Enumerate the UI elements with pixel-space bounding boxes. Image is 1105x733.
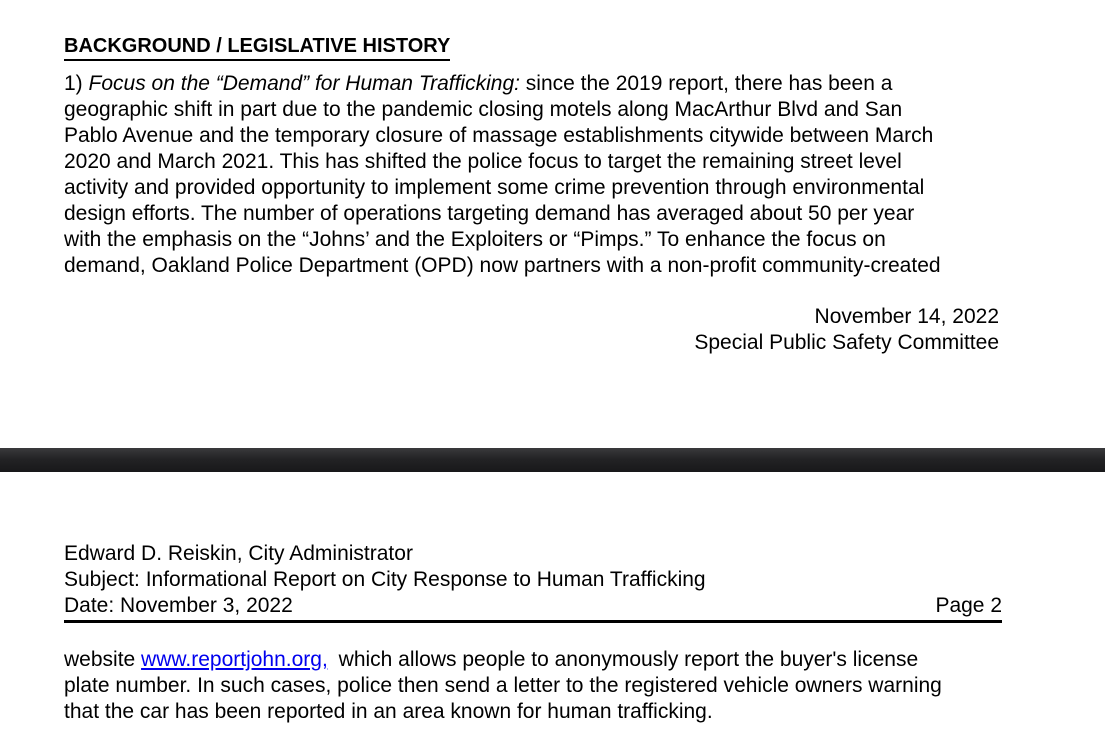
- text-line: demand, Oakland Police Department (OPD) now partners with a non-profit community-created: [64, 254, 941, 277]
- section-heading-text: BACKGROUND / LEGISLATIVE HISTORY: [64, 35, 450, 61]
- text-line: Pablo Avenue and the temporary closure of massage establishments citywide between March: [64, 124, 934, 147]
- text-line: with the emphasis on the “Johns’ and the Exploiters or “Pimps.” To enhance the focus on: [64, 228, 886, 251]
- text-line: design efforts. The number of operations targeting demand has averaged about 50 per year: [64, 202, 915, 225]
- reportjohn-link[interactable]: www.reportjohn.org,: [141, 648, 328, 671]
- text-line: geographic shift in part due to the pandemic closing motels along MacArthur Blvd and San: [64, 98, 903, 121]
- page-separator-bar: [0, 448, 1105, 472]
- header-rule: [64, 620, 1002, 623]
- text-segment: since the 2019 report, there has been a: [519, 72, 893, 95]
- memo-date-row: [64, 593, 1002, 619]
- text-line: activity and provided opportunity to implement some crime prevention through environmental: [64, 176, 925, 199]
- memo-header: [64, 541, 1002, 623]
- section-heading: [64, 34, 450, 58]
- text-line: [64, 71, 1009, 97]
- text-line: 2020 and March 2021. This has shifted the police focus to target the remaining street level: [64, 150, 902, 173]
- memo-recipient-line: Edward D. Reiskin, City Administrator: [64, 542, 413, 565]
- text-line: plate number. In such cases, police then send a letter to the registered vehicle owners warning: [64, 674, 942, 697]
- italic-topic-title: Focus on the “Demand” for Human Trafficking:: [88, 72, 520, 95]
- text-line: [64, 647, 1009, 673]
- page-number: Page 2: [935, 594, 1002, 617]
- text-line: that the car has been reported in an area known for human trafficking.: [64, 700, 713, 723]
- list-number: 1): [64, 72, 89, 95]
- meeting-date: November 14, 2022: [814, 305, 999, 328]
- date-committee-block: [694, 304, 999, 356]
- memo-date-line: Date: November 3, 2022: [64, 594, 293, 617]
- memo-subject-line: Subject: Informational Report on City Response to Human Trafficking: [64, 568, 706, 591]
- paragraph-demand-focus: [64, 71, 1009, 279]
- committee-name: Special Public Safety Committee: [694, 331, 999, 354]
- paragraph-reportjohn: [64, 647, 1009, 725]
- text-segment: which allows people to anonymously report the buyer's license: [332, 648, 919, 671]
- text-segment: website: [64, 648, 142, 671]
